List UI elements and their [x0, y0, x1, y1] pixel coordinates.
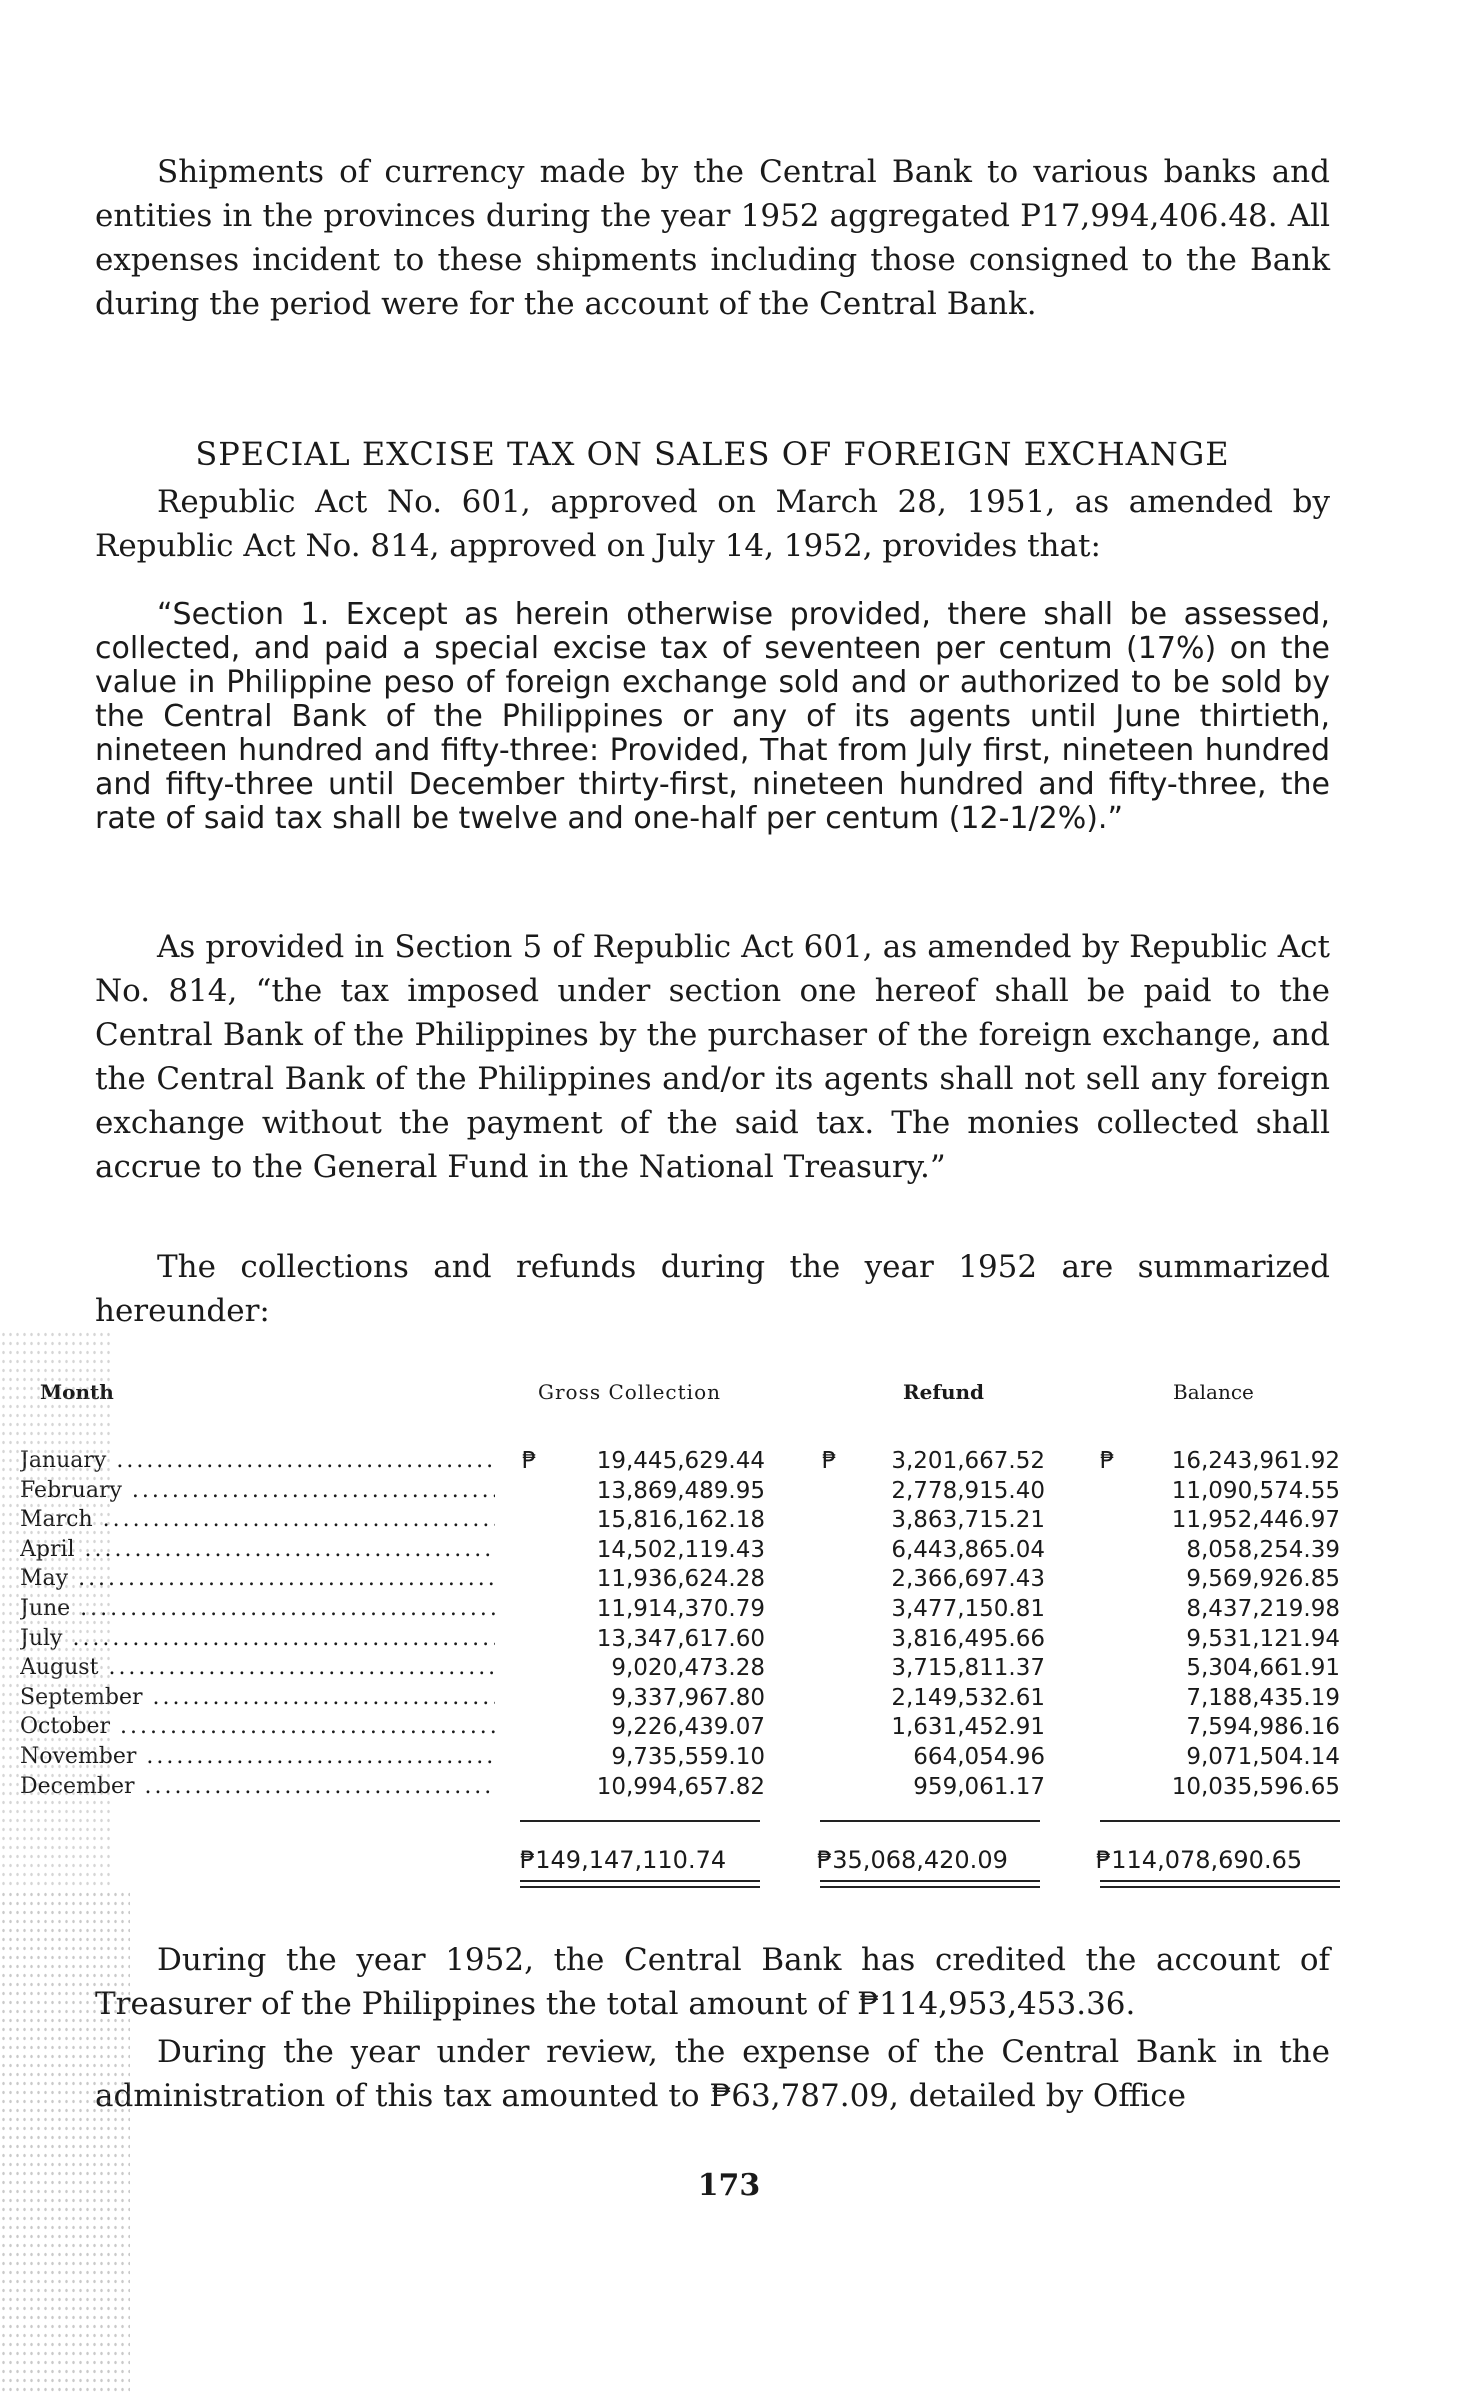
table-row: [10, 1743, 1340, 1774]
cell-gross: 13,347,617.60: [596, 1625, 765, 1652]
cell-month: April .....: [20, 1537, 495, 1562]
table-row: [10, 1625, 1340, 1656]
cell-gross: 19,445,629.44: [596, 1448, 765, 1474]
paragraph-republic-act: Republic Act No. 601, approved on March 28, 1951, as amended by Republic Act No. 814, approved on July 14, 1952, provides that:: [95, 484, 1330, 564]
table-row: [10, 1655, 1340, 1685]
cell-month: May .....: [20, 1566, 495, 1591]
cell-gross: 11,936,624.28: [596, 1566, 765, 1593]
table-row: [10, 1566, 1340, 1596]
cell-gross: 9,226,439.07: [611, 1714, 765, 1741]
cell-month: October .....: [20, 1714, 495, 1739]
cell-refund: 3,477,150.81: [891, 1595, 1045, 1622]
subtotal-rule-balance: [1100, 1820, 1340, 1822]
cell-gross: 14,502,119.43: [596, 1536, 765, 1563]
cell-refund: 664,054.96: [913, 1743, 1045, 1770]
cell-gross: 13,869,489.95: [596, 1477, 765, 1504]
page-number: 173: [697, 2168, 761, 2203]
collections-table: [10, 1370, 1340, 1803]
table-row: [10, 1684, 1340, 1715]
cell-gross: 9,735,559.10: [611, 1743, 765, 1770]
total-balance: ₱114,078,690.65: [1096, 1846, 1303, 1874]
cell-refund: 2,149,532.61: [891, 1684, 1045, 1711]
cell-balance: 9,569,926.85: [1186, 1566, 1340, 1593]
cell-balance: 10,035,596.65: [1171, 1773, 1340, 1800]
cell-month: August .....: [20, 1655, 495, 1680]
cell-gross: 9,337,967.80: [611, 1684, 765, 1711]
cell-month: February .....: [20, 1478, 495, 1503]
cell-balance: 9,531,121.94: [1186, 1625, 1340, 1652]
cell-gross: 9,020,473.28: [611, 1655, 765, 1682]
scan-noise-lower: [0, 1890, 130, 2394]
total-gross: ₱149,147,110.74: [520, 1846, 727, 1874]
paragraph-summary-intro: The collections and refunds during the year 1952 are summarized hereunder:: [95, 1249, 1330, 1329]
table-row: [10, 1448, 1340, 1478]
cell-refund: 959,061.17: [913, 1773, 1045, 1800]
table-body: [10, 1448, 1340, 1803]
cell-refund: 1,631,452.91: [891, 1714, 1045, 1741]
cell-balance: 8,058,254.39: [1186, 1536, 1340, 1563]
cell-refund: 2,366,697.43: [891, 1566, 1045, 1593]
subtotal-rule-gross: [520, 1820, 760, 1822]
cell-gross: 10,994,657.82: [596, 1773, 765, 1800]
cell-refund: 3,201,667.52: [891, 1448, 1045, 1474]
total-double-rule-refund: [820, 1880, 1040, 1888]
peso-sign: ₱: [522, 1448, 537, 1474]
header-balance: Balance: [1173, 1380, 1254, 1404]
cell-month: January .....: [20, 1448, 495, 1473]
cell-month: July .....: [20, 1626, 495, 1651]
total-refund: ₱35,068,420.09: [817, 1846, 1008, 1874]
cell-refund: 6,443,865.04: [891, 1536, 1045, 1563]
table-row: [10, 1714, 1340, 1744]
cell-month: December .....: [20, 1774, 495, 1799]
header-refund: Refund: [903, 1380, 985, 1404]
peso-sign: ₱: [1100, 1448, 1115, 1474]
peso-sign: ₱: [822, 1448, 837, 1474]
header-month: Month: [40, 1380, 114, 1404]
paragraph-section-quote: “Section 1. Except as herein otherwise provided, there shall be assessed, collected, and paid a special excise tax of seventeen per centum (17%) on the value in Philippine peso of foreign exchange sold and or authorized to be sold by the Central Bank of the Philippines or any of its agents until June thirtieth, nineteen hundred and fifty-three: Provided, That from July first, nineteen hundred and fifty-three until December thirty-first, nineteen hundred and fifty-three, the rate of said tax shall be twelve and one-half per centum (12-1/2%).”: [95, 597, 1330, 836]
paragraph-shipments: Shipments of currency made by the Central Bank to various banks and entities in the provinces during the year 1952 aggregated P17,994,406.48. All expenses incident to these shipments including those consigned to the Bank during the period were for the account of the Central Bank.: [95, 154, 1330, 322]
cell-balance: 11,952,446.97: [1171, 1507, 1340, 1534]
table-row: [10, 1595, 1340, 1626]
total-double-rule-gross: [520, 1880, 760, 1888]
cell-refund: 3,715,811.37: [891, 1655, 1045, 1682]
cell-gross: 11,914,370.79: [596, 1595, 765, 1622]
table-header: [10, 1370, 1330, 1430]
cell-refund: 3,816,495.66: [891, 1625, 1045, 1652]
cell-balance: 16,243,961.92: [1171, 1448, 1340, 1474]
cell-balance: 8,437,219.98: [1186, 1595, 1340, 1622]
cell-balance: 7,594,986.16: [1186, 1714, 1340, 1741]
section-heading: SPECIAL EXCISE TAX ON SALES OF FOREIGN EXCHANGE: [195, 435, 1230, 473]
table-row: [10, 1773, 1340, 1804]
cell-balance: 7,188,435.19: [1186, 1684, 1340, 1711]
cell-balance: 11,090,574.55: [1171, 1477, 1340, 1504]
paragraph-expense: During the year under review, the expense of the Central Bank in the administration of this tax amounted to ₱63,787.09, detailed by Office: [95, 2034, 1330, 2114]
cell-balance: 9,071,504.14: [1186, 1743, 1340, 1770]
scan-noise-upper: [0, 1330, 110, 1890]
cell-refund: 3,863,715.21: [891, 1507, 1045, 1534]
cell-month: November .....: [20, 1744, 495, 1769]
paragraph-credited: During the year 1952, the Central Bank has credited the account of Treasurer of the Philippines the total amount of ₱114,953,453.36.: [95, 1942, 1330, 2022]
cell-refund: 2,778,915.40: [891, 1477, 1045, 1504]
cell-balance: 5,304,661.91: [1186, 1655, 1340, 1682]
paragraph-section5: As provided in Section 5 of Republic Act 601, as amended by Republic Act No. 814, “the tax imposed under section one hereof shall be paid to the Central Bank of the Philippines by the purchaser of the foreign exchange, and the Central Bank of the Philippines and/or its agents shall not sell any foreign exchange without the payment of the said tax. The monies collected shall accrue to the General Fund in the National Treasury.”: [95, 929, 1330, 1185]
cell-month: September .....: [20, 1685, 495, 1710]
cell-month: June .....: [20, 1596, 495, 1621]
header-gross-collection: Gross Collection: [538, 1380, 721, 1404]
table-row: [10, 1507, 1340, 1537]
table-row: [10, 1536, 1340, 1567]
cell-month: March .....: [20, 1507, 495, 1532]
table-row: [10, 1477, 1340, 1508]
cell-gross: 15,816,162.18: [596, 1507, 765, 1534]
total-double-rule-balance: [1100, 1880, 1340, 1888]
subtotal-rule-refund: [820, 1820, 1040, 1822]
